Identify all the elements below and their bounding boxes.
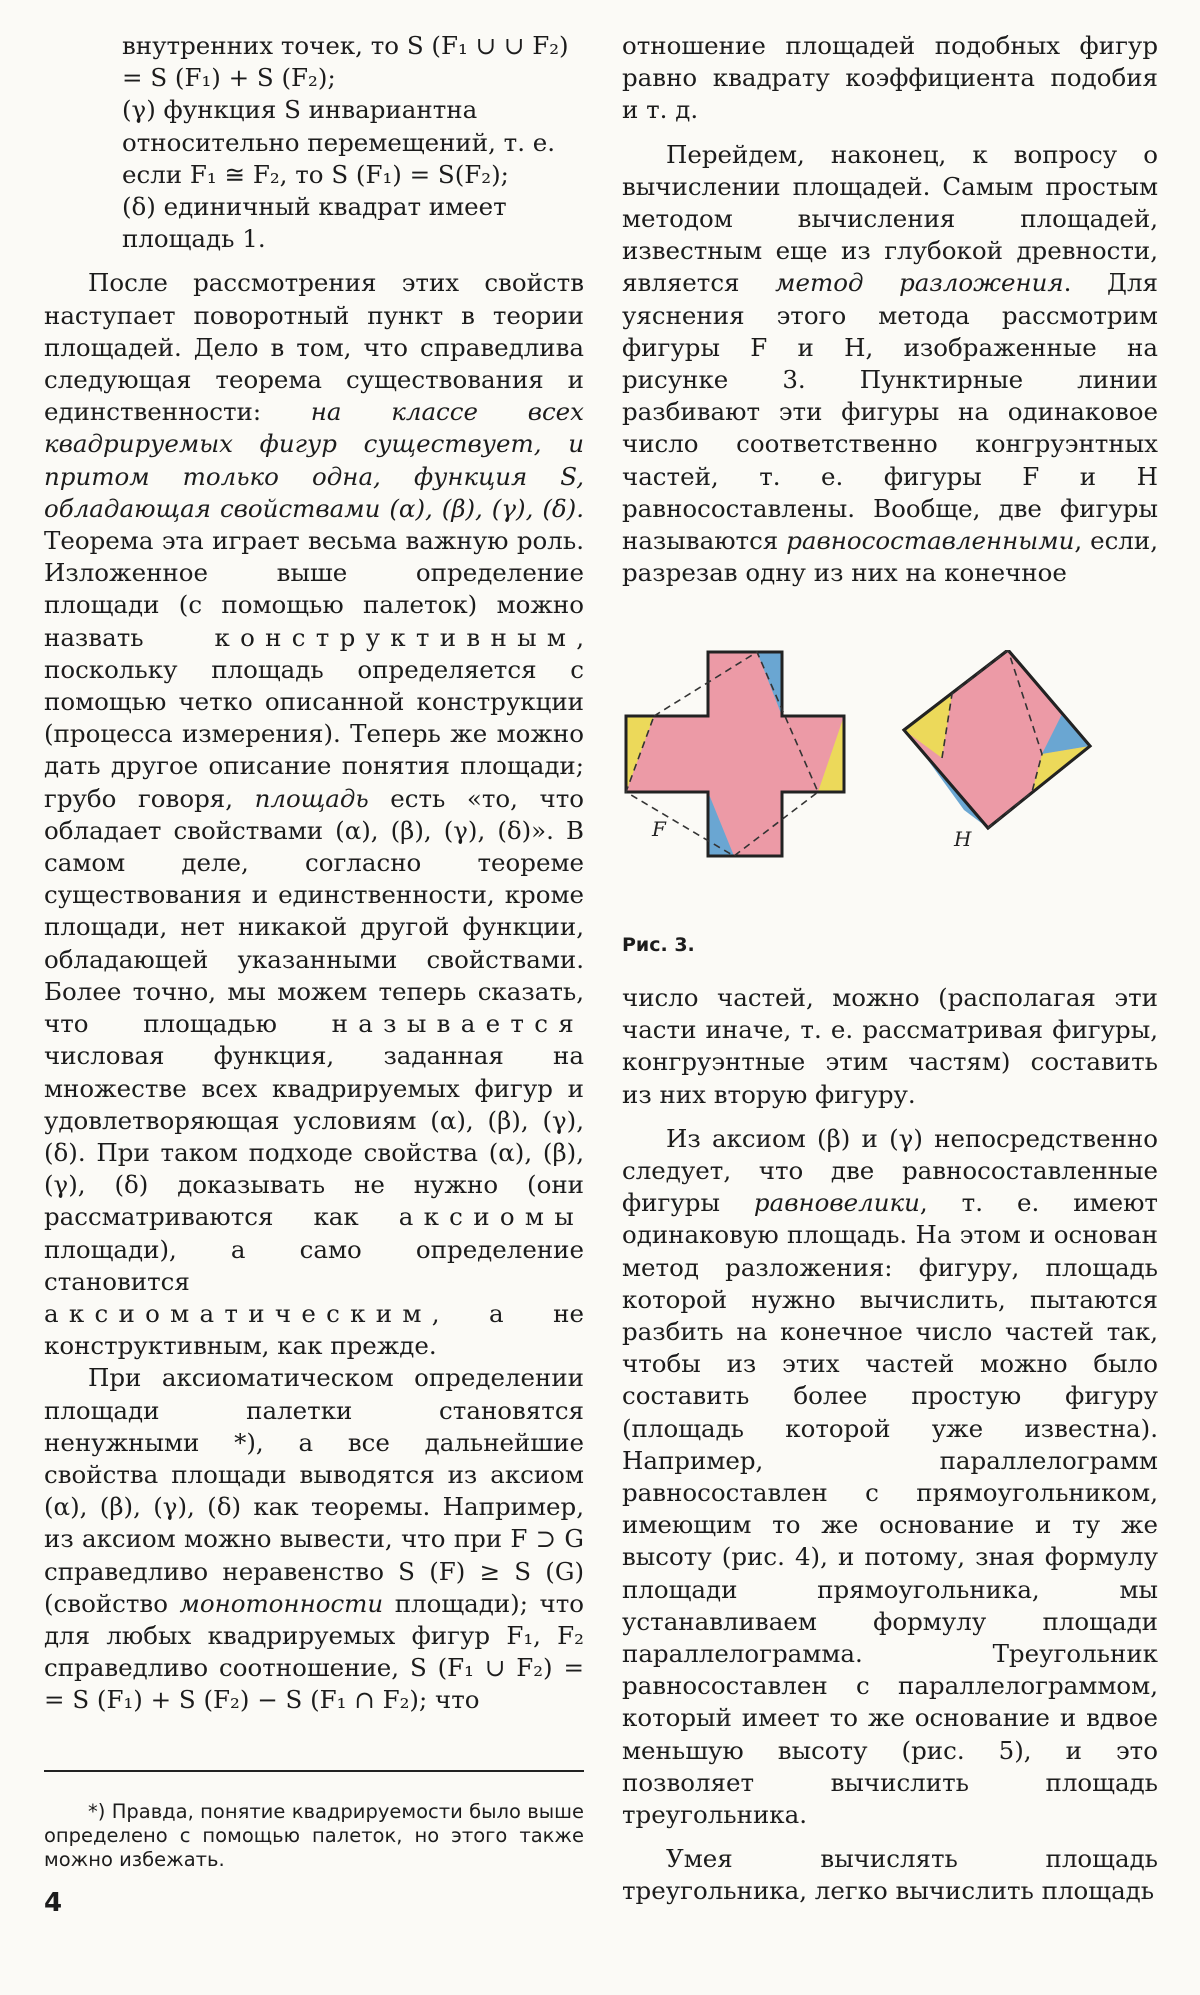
paragraph-continued: отношение площадей подобных фигур равно квадрату коэффициента подобия и т. д.: [622, 31, 1158, 125]
footnote-rule: [44, 1770, 584, 1772]
axiom-beta-end: внутренних точек, то S (F₁ ∪ ∪ F₂) = S (F₁) + S (F₂);: [122, 31, 569, 93]
axiom-gamma: (γ) функция S инвариантна относительно перемещений, т. е. если F₁ ≅ F₂, то S (F₁) = S(F₂);: [122, 95, 556, 189]
figure-3: [622, 650, 1162, 930]
right-column-top: [622, 30, 1158, 589]
left-column: [44, 30, 584, 1717]
figure-h: [904, 650, 1090, 851]
axiom-delta: (δ) единичный квадрат имеет площадь 1.: [122, 192, 507, 254]
footnote: *) Правда, понятие квадрируемости было выше определено с помощью палеток, но этого также можно избежать.: [44, 1800, 584, 1871]
figure-3-drawing: [622, 650, 1162, 930]
paragraph-axiomatic: При аксиоматическом определении площади палетки становятся ненужными *), а все дальнейшие свойства площади выводятся из аксиом (α), (β), (γ), (δ) как теоремы. Например, из аксиом можно вывести, что при F ⊃ G справедливо неравенство S (F) ≥ S (G) (свойство монотонности площади); что для любых квадрируемых фигур F₁, F₂ справедливо соотношение, S (F₁ ∪ F₂) = = S (F₁) + S (F₂) − S (F₁ ∩ F₂); что: [44, 1363, 584, 1715]
paragraph-continued-2: число частей, можно (располагая эти части иначе, т. е. рассматривая фигуры, конгруэнтные этим частям) составить из них вторую фигуру.: [622, 983, 1158, 1109]
paragraph-triangle: Умея вычислять площадь треугольника, легко вычислить площадь: [622, 1844, 1158, 1906]
axiom-list: [44, 30, 584, 255]
figure-f-label: F: [652, 817, 666, 841]
figure-f: [626, 652, 844, 856]
page-number: 4: [44, 1888, 63, 1918]
paragraph-decomposition: Перейдем, наконец, к вопросу о вычислении площадей. Самым простым методом вычисления площадей, известным еще из глубокой древности, является метод разложения. Для уяснения этого метода рассмотрим фигуры F и H, изображенные на рисунке 3. Пунктирные линии разбивают эти фигуры на одинаковое число соответственно конгруэнтных частей, т. е. фигуры F и H равносоставлены. Вообще, две фигуры называются равносоставленными, если, разрезав одну из них на конечное: [622, 139, 1158, 588]
figure-caption: Рис. 3.: [622, 934, 695, 956]
figure-h-label: H: [954, 827, 972, 851]
paragraph-theorem: После рассмотрения этих свойств наступает поворотный пункт в теории площадей. Дело в том, что справедлива следующая теорема существования и единственности: на классе всех квадрируемых фигур существует, и притом только одна, функция S, обладающая свойствами (α), (β), (γ), (δ). Теорема эта играет весьма важную роль. Изложенное выше определение площади (с помощью палеток) можно назвать конструктивным, поскольку площадь определяется с помощью четко описанной конструкции (процесса измерения). Теперь же можно дать другое описание понятия площади; грубо говоря, площадь есть «то, что обладает свойствами (α), (β), (γ), (δ)». В самом деле, согласно теореме существования и единственности, кроме площади, нет никакой другой функции, обладающей указанными свойствами. Более точно, мы можем теперь сказать, что площадью называется числовая функция, заданная на множестве всех квадрируемых фигур и удовлетворяющая условиям (α), (β), (γ), (δ). При таком подходе свойства (α), (β), (γ), (δ) доказывать не нужно (они рассматриваются как аксиомы площади), а само определение становится аксиоматическим, а не конструктивным, как прежде.: [44, 268, 584, 1361]
right-column-bottom: [622, 982, 1158, 1908]
paragraph-equal-area: Из аксиом (β) и (γ) непосредственно следует, что две равносоставленные фигуры равновелики, т. е. имеют одинаковую площадь. На этом и основан метод разложения: фигуру, площадь которой нужно вычислить, пытаются разбить на конечное число частей так, чтобы из этих частей можно было составить более простую фигуру (площадь которой уже известна). Например, параллелограмм равносоставлен с прямоугольником, имеющим то же основание и ту же высоту (рис. 4), и потому, зная формулу площади прямоугольника, мы устанавливаем формулу площади параллелограмма. Треугольник равносоставлен с параллелограммом, который имеет то же основание и вдвое меньшую высоту (рис. 5), и это позволяет вычислить площадь треугольника.: [622, 1123, 1158, 1830]
